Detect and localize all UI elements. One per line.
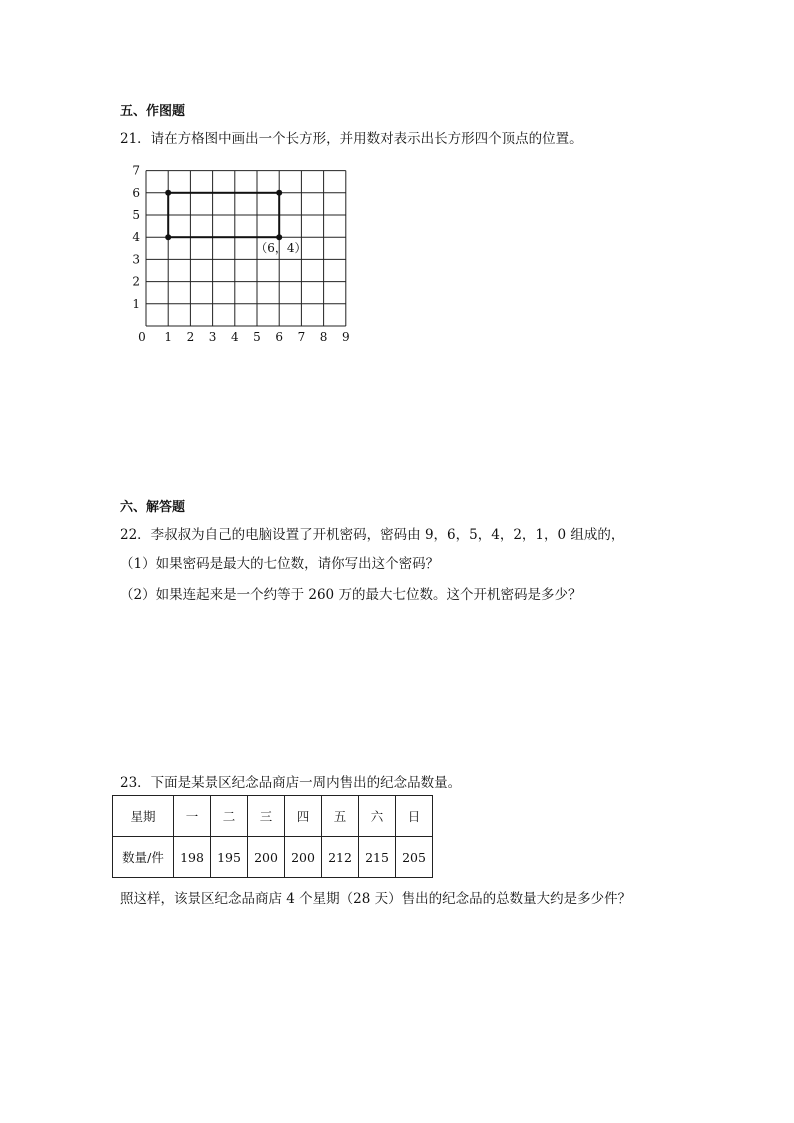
- x-axis-tick-label: 3: [208, 330, 217, 344]
- table-cell-day: 日: [396, 796, 433, 837]
- y-axis-tick-label: 6: [132, 185, 140, 200]
- y-axis-tick-label: 2: [132, 274, 140, 289]
- y-axis-tick-label: 1: [132, 296, 140, 311]
- coordinate-grid: [130, 158, 360, 344]
- vertex-point: [165, 234, 171, 240]
- section-6-heading: 六、解答题: [120, 500, 186, 515]
- vertex-point: [276, 190, 282, 196]
- table-cell-quantity: 212: [322, 837, 359, 878]
- table-cell-quantity: 195: [211, 837, 248, 878]
- x-axis-tick-label: 8: [319, 330, 328, 344]
- table-cell-quantity: 200: [248, 837, 285, 878]
- vertex-point: [276, 234, 282, 240]
- vertex-coordinate-label: （6，4）: [255, 241, 307, 256]
- question-22-part-1: （1）如果密码是最大的七位数，请你写出这个密码？: [120, 556, 440, 572]
- y-axis-tick-label: 3: [132, 252, 140, 267]
- table-header-day: 星期: [113, 796, 174, 837]
- grid-lines: [146, 171, 346, 326]
- y-axis-tick-label: 4: [132, 230, 140, 245]
- x-axis-tick-label: 7: [297, 330, 306, 344]
- table-cell-quantity: 198: [174, 837, 211, 878]
- question-22-text: 22．李叔叔为自己的电脑设置了开机密码，密码由 9，6，5，4，2，1，0 组成的，: [120, 527, 625, 543]
- y-axis-tick-label: 5: [132, 208, 140, 222]
- x-axis-tick-label: 9: [341, 330, 350, 344]
- table-row-days: [113, 796, 433, 837]
- table-cell-day: 五: [322, 796, 359, 837]
- table-header-quantity: 数量/件: [113, 837, 174, 878]
- table-cell-day: 一: [174, 796, 211, 837]
- question-21-text: 21．请在方格图中画出一个长方形，并用数对表示出长方形四个顶点的位置。: [120, 131, 583, 147]
- table-cell-day: 四: [285, 796, 322, 837]
- table-cell-quantity: 205: [396, 837, 433, 878]
- table-row-quantities: [113, 837, 433, 878]
- question-23-text: 23．下面是某景区纪念品商店一周内售出的纪念品数量。: [120, 775, 462, 791]
- table-cell-day: 三: [248, 796, 285, 837]
- x-axis-tick-label: 1: [164, 330, 173, 344]
- table-cell-quantity: 215: [359, 837, 396, 878]
- x-axis-tick-label: 0: [138, 330, 146, 344]
- sales-table: [112, 795, 433, 878]
- vertex-point: [165, 190, 171, 196]
- x-axis-tick-label: 2: [186, 330, 195, 344]
- grid-axis-labels: [132, 164, 349, 344]
- table-cell-day: 六: [359, 796, 396, 837]
- y-axis-tick-label: 7: [132, 163, 140, 178]
- table-cell-day: 二: [211, 796, 248, 837]
- x-axis-tick-label: 4: [230, 330, 239, 344]
- section-5-heading: 五、作图题: [120, 104, 186, 119]
- table-cell-quantity: 200: [285, 837, 322, 878]
- x-axis-tick-label: 6: [275, 330, 284, 344]
- question-23-followup: 照这样，该景区纪念品商店 4 个星期（28 天）售出的纪念品的总数量大约是多少件？: [120, 891, 632, 907]
- x-axis-tick-label: 5: [253, 330, 261, 344]
- question-22-part-2: （2）如果连起来是一个约等于 260 万的最大七位数。这个开机密码是多少？: [120, 587, 582, 603]
